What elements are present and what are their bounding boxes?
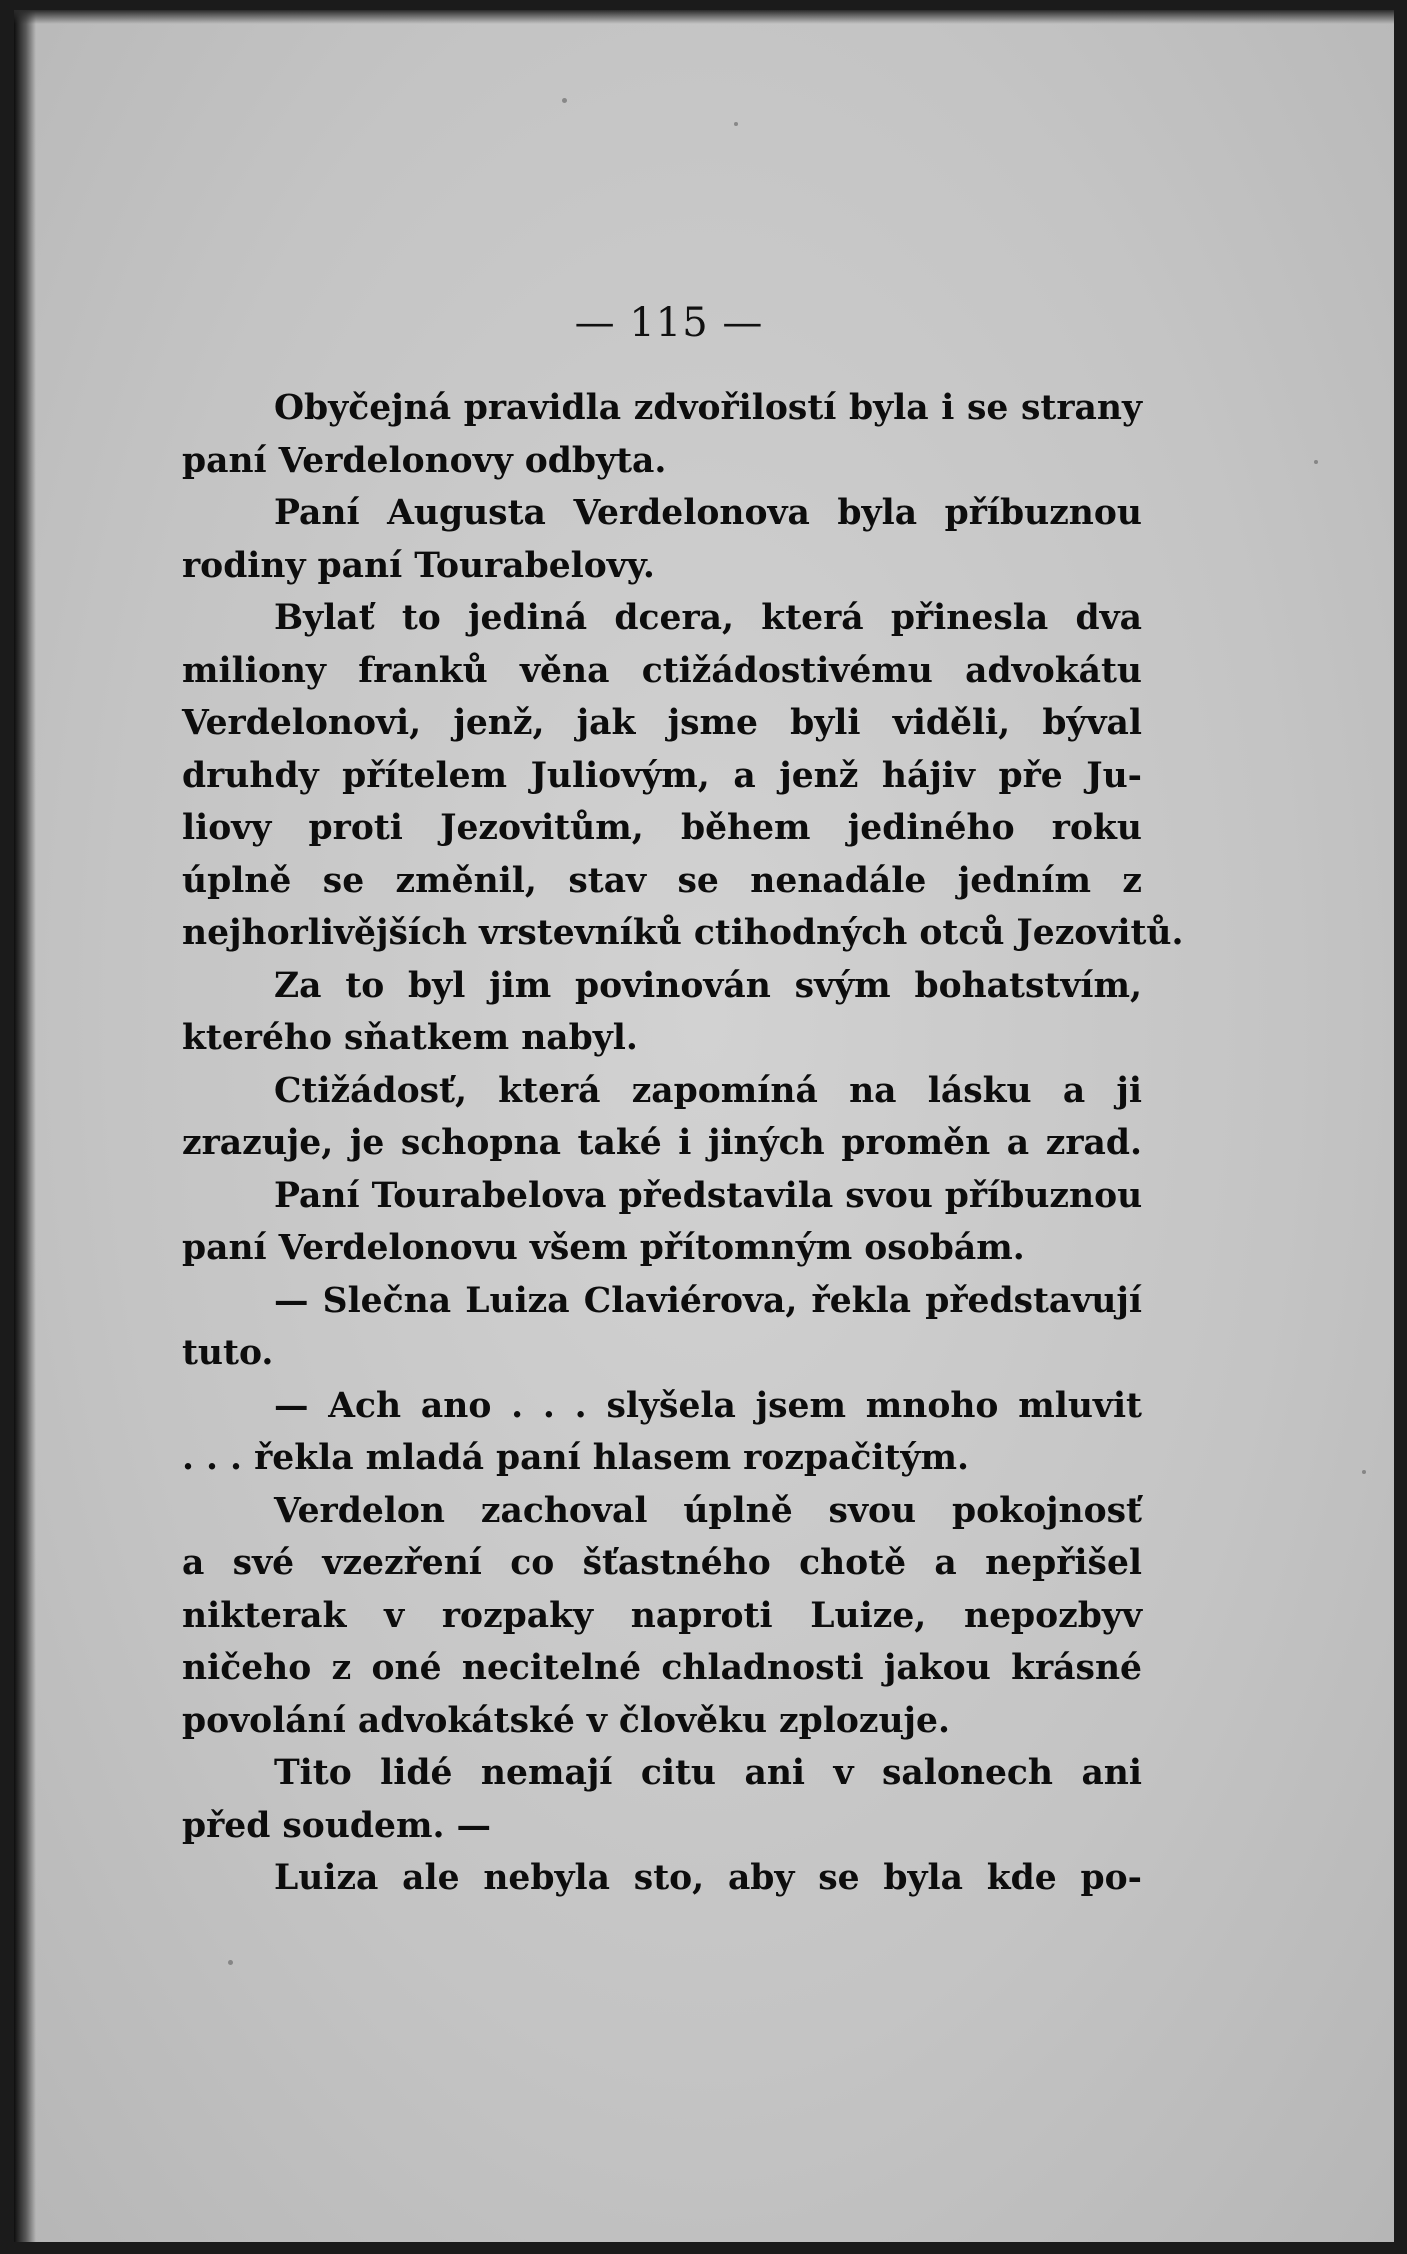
text-line: Paní Tourabelova představila svou příbuznou (274, 1175, 1143, 1216)
paper-speck (1362, 1470, 1366, 1474)
text-line: Verdelonovi, jenž, jak jsme byli viděli, býval (182, 703, 1142, 743)
text-line: rodiny paní Tourabelovy. (182, 545, 655, 586)
text-line: paní Verdelonovu všem přítomným osobám. (182, 1228, 1025, 1268)
text-line: — Ach ano . . . slyšela jsem mnoho mluvit (274, 1385, 1142, 1426)
text-line: . . . řekla mladá paní hlasem rozpačitým. (182, 1438, 969, 1478)
text-line: zrazuje, je schopna také i jiných proměn a zrad. (182, 1123, 1142, 1163)
text-line: paní Verdelonovy odbyta. (182, 440, 667, 481)
text-line: ničeho z oné necitelné chladnosti jakou krásné (182, 1648, 1142, 1688)
text-line: liovy proti Jezovitům, během jediného roku (182, 808, 1142, 848)
text-line: miliony franků věna ctižádostivému advokátu (182, 650, 1142, 691)
text-line: kterého sňatkem nabyl. (182, 1018, 638, 1058)
text-line: Tito lidé nemají citu ani v salonech ani (274, 1753, 1142, 1793)
text-line: úplně se změnil, stav se nenadále jedním z (182, 860, 1142, 901)
text-line: druhdy přítelem Juliovým, a jenž hájiv pře Ju- (182, 755, 1142, 796)
book-page (14, 10, 1394, 2242)
text-line: nikterak v rozpaky naproti Luize, nepozbyv (182, 1595, 1142, 1636)
text-line: Za to byl jim povinován svým bohatstvím, (274, 965, 1142, 1006)
text-line: Obyčejná pravidla zdvořilostí byla i se strany (274, 388, 1142, 428)
body-text (182, 382, 1184, 1905)
text-line: Verdelon zachoval úplně svou pokojnosť (274, 1490, 1142, 1531)
paper-speck (228, 1960, 233, 1965)
page-number: — 115 — (574, 300, 764, 346)
text-line: tuto. (182, 1333, 274, 1373)
text-line: povolání advokátské v člověku zplozuje. (182, 1700, 950, 1741)
paper-speck (562, 98, 567, 103)
page-top-shadow (14, 10, 1394, 24)
text-line: Ctižádosť, která zapomíná na lásku a ji (274, 1070, 1142, 1111)
text-line: a své vzezření co šťastného chotě a nepřišel (182, 1543, 1142, 1583)
text-line: nejhorlivějších vrstevníků ctihodných otců Jezovitů. (182, 913, 1184, 953)
paper-speck (1314, 460, 1318, 464)
text-line: před soudem. — (182, 1805, 492, 1846)
paper-speck (734, 122, 738, 126)
text-line: Bylať to jediná dcera, která přinesla dva (274, 598, 1142, 638)
text-line: Luiza ale nebyla sto, aby se byla kde po- (274, 1858, 1142, 1898)
text-line: — Slečna Luiza Claviérova, řekla představují (274, 1280, 1142, 1321)
text-line: Paní Augusta Verdelonova byla příbuznou (274, 493, 1142, 533)
